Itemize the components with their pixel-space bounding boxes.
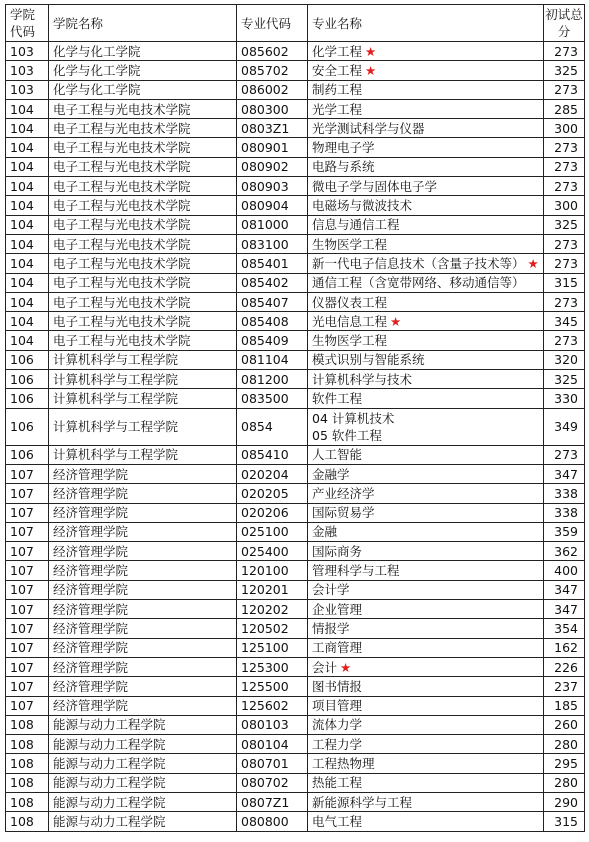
major-code-cell: 085407 (237, 292, 308, 311)
major-code-cell: 0854 (237, 408, 308, 445)
major-code-cell: 120201 (237, 580, 308, 599)
college-name-cell: 经济管理学院 (49, 503, 237, 522)
score-cell: 273 (544, 42, 585, 61)
college-code-cell: 107 (6, 464, 49, 483)
major-code-cell: 080104 (237, 735, 308, 754)
score-cell: 338 (544, 503, 585, 522)
college-code-cell: 107 (6, 696, 49, 715)
major-name-text: 化学工程 (312, 43, 363, 59)
major-code-cell: 0807Z1 (237, 792, 308, 811)
major-name-text: 流体力学 (312, 717, 363, 733)
college-name-cell: 电子工程与光电技术学院 (49, 119, 237, 138)
major-name-cell (308, 157, 544, 176)
college-code-cell: 104 (6, 99, 49, 118)
major-code-cell: 080701 (237, 754, 308, 773)
score-cell: 273 (544, 80, 585, 99)
college-name-cell: 能源与动力工程学院 (49, 812, 237, 831)
major-name-text: 生物医学工程 (312, 333, 388, 349)
score-cell: 338 (544, 484, 585, 503)
table-row (6, 273, 585, 292)
star-icon: ★ (365, 62, 377, 78)
header-major-code: 专业代码 (237, 5, 308, 42)
major-code-cell: 085408 (237, 312, 308, 331)
college-name-cell: 能源与动力工程学院 (49, 792, 237, 811)
major-name-cell (308, 715, 544, 734)
college-code-cell: 107 (6, 580, 49, 599)
college-code-cell: 104 (6, 177, 49, 196)
college-code-cell: 107 (6, 484, 49, 503)
score-cell: 345 (544, 312, 585, 331)
score-cell: 320 (544, 350, 585, 369)
major-code-cell: 120202 (237, 600, 308, 619)
college-name-cell: 计算机科学与工程学院 (49, 370, 237, 389)
major-name-cell (308, 445, 544, 464)
major-name-text: 金融学 (312, 466, 350, 482)
table-row (6, 157, 585, 176)
table-row (6, 638, 585, 657)
college-name-cell: 经济管理学院 (49, 619, 237, 638)
college-name-cell: 经济管理学院 (49, 600, 237, 619)
major-name-cell (308, 119, 544, 138)
college-name-cell: 电子工程与光电技术学院 (49, 254, 237, 273)
major-code-cell: 125300 (237, 657, 308, 676)
score-table (5, 4, 585, 832)
major-name-cell (308, 292, 544, 311)
major-name-text: 04 计算机技术 (312, 410, 395, 426)
major-name-text: 光电信息工程 (312, 313, 388, 329)
score-cell: 325 (544, 61, 585, 80)
major-name-text: 电路与系统 (312, 159, 375, 175)
score-cell: 273 (544, 157, 585, 176)
table-row (6, 389, 585, 408)
major-name-text: 会计 (312, 659, 338, 675)
score-cell: 237 (544, 677, 585, 696)
major-name-cell (308, 600, 544, 619)
major-name-cell (308, 677, 544, 696)
header-score: 初试总分 (544, 5, 585, 42)
college-code-cell: 104 (6, 234, 49, 253)
college-code-cell: 107 (6, 503, 49, 522)
score-cell: 359 (544, 522, 585, 541)
major-name-text: 国际商务 (312, 543, 363, 559)
major-code-cell: 080902 (237, 157, 308, 176)
table-row (6, 600, 585, 619)
score-cell: 290 (544, 792, 585, 811)
score-cell: 347 (544, 600, 585, 619)
major-name-cell (308, 234, 544, 253)
table-row (6, 42, 585, 61)
college-name-cell: 计算机科学与工程学院 (49, 408, 237, 445)
major-code-cell: 080901 (237, 138, 308, 157)
table-row (6, 773, 585, 792)
college-name-cell: 经济管理学院 (49, 484, 237, 503)
college-name-cell: 电子工程与光电技术学院 (49, 215, 237, 234)
college-code-cell: 104 (6, 196, 49, 215)
header-college-name: 学院名称 (49, 5, 237, 42)
table-row (6, 254, 585, 273)
major-name-text: 信息与通信工程 (312, 217, 400, 233)
college-code-cell: 108 (6, 735, 49, 754)
major-code-cell: 080800 (237, 812, 308, 831)
major-name-cell (308, 580, 544, 599)
score-cell: 280 (544, 773, 585, 792)
college-name-cell: 能源与动力工程学院 (49, 735, 237, 754)
table-row (6, 61, 585, 80)
college-code-cell: 106 (6, 350, 49, 369)
score-cell: 354 (544, 619, 585, 638)
table-row (6, 445, 585, 464)
score-cell: 285 (544, 99, 585, 118)
table-row (6, 812, 585, 831)
college-code-cell: 108 (6, 812, 49, 831)
college-name-cell: 能源与动力工程学院 (49, 715, 237, 734)
college-code-cell: 108 (6, 773, 49, 792)
major-code-cell: 020204 (237, 464, 308, 483)
college-name-cell: 经济管理学院 (49, 522, 237, 541)
major-name-cell (308, 370, 544, 389)
header-row (6, 5, 585, 42)
college-code-cell: 106 (6, 389, 49, 408)
table-row (6, 312, 585, 331)
college-code-cell: 107 (6, 542, 49, 561)
college-code-cell: 107 (6, 677, 49, 696)
table-row (6, 215, 585, 234)
college-code-cell: 107 (6, 600, 49, 619)
college-code-cell: 104 (6, 119, 49, 138)
college-code-cell: 107 (6, 522, 49, 541)
major-name-cell (308, 350, 544, 369)
score-cell: 226 (544, 657, 585, 676)
table-row (6, 80, 585, 99)
college-name-cell: 经济管理学院 (49, 696, 237, 715)
table-row (6, 580, 585, 599)
major-name-cell (308, 331, 544, 350)
college-code-cell: 104 (6, 215, 49, 234)
major-name-cell (308, 215, 544, 234)
score-cell: 273 (544, 177, 585, 196)
major-code-cell: 020206 (237, 503, 308, 522)
major-code-cell: 085702 (237, 61, 308, 80)
major-name-text: 制药工程 (312, 82, 363, 98)
major-name-cell (308, 812, 544, 831)
score-cell: 330 (544, 389, 585, 408)
major-name-text: 安全工程 (312, 62, 363, 78)
score-cell: 347 (544, 464, 585, 483)
table-row (6, 754, 585, 773)
college-code-cell: 108 (6, 792, 49, 811)
college-code-cell: 103 (6, 42, 49, 61)
major-code-cell: 120502 (237, 619, 308, 638)
major-name-cell (308, 273, 544, 292)
major-name-cell (308, 696, 544, 715)
college-code-cell: 104 (6, 138, 49, 157)
score-cell: 260 (544, 715, 585, 734)
major-name-cell (308, 503, 544, 522)
college-name-cell: 能源与动力工程学院 (49, 754, 237, 773)
table-row (6, 138, 585, 157)
college-name-cell: 经济管理学院 (49, 638, 237, 657)
college-name-cell: 电子工程与光电技术学院 (49, 177, 237, 196)
star-icon: ★ (365, 43, 377, 59)
major-name-cell (308, 99, 544, 118)
table-row (6, 464, 585, 483)
college-name-cell: 电子工程与光电技术学院 (49, 196, 237, 215)
major-code-cell: 085402 (237, 273, 308, 292)
major-name-cell (308, 561, 544, 580)
major-code-cell: 080300 (237, 99, 308, 118)
college-name-cell: 经济管理学院 (49, 657, 237, 676)
major-name-cell (308, 389, 544, 408)
major-code-cell: 085602 (237, 42, 308, 61)
college-code-cell: 108 (6, 715, 49, 734)
major-name-text: 国际贸易学 (312, 505, 375, 521)
major-name-cell (308, 312, 544, 331)
major-name-cell (308, 754, 544, 773)
table-row (6, 677, 585, 696)
college-code-cell: 103 (6, 61, 49, 80)
score-cell: 295 (544, 754, 585, 773)
major-name-text: 仪器仪表工程 (312, 294, 388, 310)
major-name-text-line2: 05 软件工程 (312, 427, 382, 443)
table-row (6, 735, 585, 754)
table-row (6, 350, 585, 369)
college-name-cell: 经济管理学院 (49, 464, 237, 483)
major-name-text: 电气工程 (312, 813, 363, 829)
college-code-cell: 106 (6, 445, 49, 464)
score-cell: 280 (544, 735, 585, 754)
major-code-cell: 081104 (237, 350, 308, 369)
major-name-text: 工程力学 (312, 736, 363, 752)
table-row (6, 696, 585, 715)
major-name-text: 微电子学与固体电子学 (312, 178, 438, 194)
table-row (6, 503, 585, 522)
major-code-cell: 125602 (237, 696, 308, 715)
score-cell: 273 (544, 292, 585, 311)
college-name-cell: 计算机科学与工程学院 (49, 350, 237, 369)
score-cell: 185 (544, 696, 585, 715)
major-name-cell (308, 196, 544, 215)
table-row (6, 619, 585, 638)
score-cell: 349 (544, 408, 585, 445)
score-cell: 325 (544, 370, 585, 389)
major-code-cell: 081000 (237, 215, 308, 234)
table-row (6, 408, 585, 445)
score-cell: 273 (544, 445, 585, 464)
table-row (6, 119, 585, 138)
major-code-cell: 083100 (237, 234, 308, 253)
major-code-cell: 086002 (237, 80, 308, 99)
major-name-cell (308, 542, 544, 561)
major-name-text: 软件工程 (312, 390, 363, 406)
score-cell: 273 (544, 234, 585, 253)
college-name-cell: 电子工程与光电技术学院 (49, 312, 237, 331)
major-name-cell (308, 61, 544, 80)
major-name-text: 新一代电子信息技术（含量子技术等） (312, 255, 525, 271)
major-name-text: 新能源科学与工程 (312, 794, 413, 810)
star-icon: ★ (390, 313, 402, 329)
score-cell: 273 (544, 254, 585, 273)
score-cell: 325 (544, 215, 585, 234)
college-name-cell: 化学与化工学院 (49, 80, 237, 99)
college-name-cell: 电子工程与光电技术学院 (49, 138, 237, 157)
table-row (6, 196, 585, 215)
major-name-text: 电磁场与微波技术 (312, 198, 413, 214)
major-code-cell: 085401 (237, 254, 308, 273)
major-name-text: 生物医学工程 (312, 236, 388, 252)
table-row (6, 484, 585, 503)
college-code-cell: 107 (6, 561, 49, 580)
table-row (6, 542, 585, 561)
college-code-cell: 104 (6, 292, 49, 311)
college-name-cell: 电子工程与光电技术学院 (49, 234, 237, 253)
major-name-text: 通信工程（含宽带网络、移动通信等） (312, 275, 525, 291)
college-name-cell: 电子工程与光电技术学院 (49, 273, 237, 292)
major-name-cell (308, 254, 544, 273)
major-name-cell (308, 80, 544, 99)
major-name-text: 计算机科学与技术 (312, 371, 413, 387)
college-name-cell: 经济管理学院 (49, 561, 237, 580)
major-code-cell: 080702 (237, 773, 308, 792)
table-row (6, 177, 585, 196)
major-code-cell: 081200 (237, 370, 308, 389)
major-code-cell: 120100 (237, 561, 308, 580)
major-name-cell (308, 42, 544, 61)
major-name-cell (308, 138, 544, 157)
college-name-cell: 经济管理学院 (49, 677, 237, 696)
major-name-cell (308, 619, 544, 638)
college-code-cell: 104 (6, 157, 49, 176)
college-code-cell: 104 (6, 312, 49, 331)
major-name-cell (308, 638, 544, 657)
college-code-cell: 108 (6, 754, 49, 773)
major-code-cell: 020205 (237, 484, 308, 503)
table-body (6, 42, 585, 832)
major-name-cell (308, 464, 544, 483)
table-row (6, 561, 585, 580)
major-code-cell: 080904 (237, 196, 308, 215)
major-code-cell: 125100 (237, 638, 308, 657)
major-name-text: 项目管理 (312, 698, 363, 714)
major-name-cell (308, 177, 544, 196)
major-name-text: 工商管理 (312, 640, 363, 656)
college-code-cell: 104 (6, 273, 49, 292)
table-row (6, 370, 585, 389)
major-name-text: 光学工程 (312, 101, 363, 117)
table-row (6, 99, 585, 118)
major-code-cell: 080103 (237, 715, 308, 734)
major-name-text: 光学测试科学与仪器 (312, 120, 425, 136)
major-name-text: 图书情报 (312, 678, 363, 694)
college-code-cell: 104 (6, 254, 49, 273)
major-name-text: 会计学 (312, 582, 350, 598)
college-name-cell: 计算机科学与工程学院 (49, 445, 237, 464)
score-cell: 315 (544, 273, 585, 292)
table-row (6, 331, 585, 350)
score-cell: 362 (544, 542, 585, 561)
major-name-text: 人工智能 (312, 447, 363, 463)
college-name-cell: 电子工程与光电技术学院 (49, 157, 237, 176)
score-cell: 273 (544, 138, 585, 157)
table-row (6, 715, 585, 734)
major-code-cell: 025400 (237, 542, 308, 561)
college-name-cell: 经济管理学院 (49, 580, 237, 599)
college-name-cell: 能源与动力工程学院 (49, 773, 237, 792)
major-name-cell (308, 484, 544, 503)
major-code-cell: 125500 (237, 677, 308, 696)
major-name-cell (308, 792, 544, 811)
score-cell: 162 (544, 638, 585, 657)
table-row (6, 657, 585, 676)
table-row (6, 234, 585, 253)
major-name-cell (308, 408, 544, 445)
college-name-cell: 电子工程与光电技术学院 (49, 331, 237, 350)
college-name-cell: 化学与化工学院 (49, 61, 237, 80)
college-code-cell: 104 (6, 331, 49, 350)
major-name-text: 工程热物理 (312, 756, 375, 772)
major-name-cell (308, 522, 544, 541)
major-code-cell: 085409 (237, 331, 308, 350)
major-name-text: 模式识别与智能系统 (312, 352, 425, 368)
college-name-cell: 经济管理学院 (49, 542, 237, 561)
major-name-text: 金融 (312, 524, 338, 540)
major-name-text: 产业经济学 (312, 485, 375, 501)
major-name-text: 情报学 (312, 620, 350, 636)
star-icon: ★ (340, 659, 352, 675)
college-code-cell: 107 (6, 638, 49, 657)
table-row (6, 792, 585, 811)
major-name-text: 企业管理 (312, 601, 363, 617)
table-row (6, 292, 585, 311)
major-code-cell: 025100 (237, 522, 308, 541)
major-name-cell (308, 735, 544, 754)
major-name-text: 物理电子学 (312, 140, 375, 156)
score-cell: 315 (544, 812, 585, 831)
college-name-cell: 电子工程与光电技术学院 (49, 292, 237, 311)
college-name-cell: 化学与化工学院 (49, 42, 237, 61)
major-name-text: 热能工程 (312, 775, 363, 791)
score-cell: 400 (544, 561, 585, 580)
score-cell: 300 (544, 119, 585, 138)
college-name-cell: 电子工程与光电技术学院 (49, 99, 237, 118)
major-code-cell: 085410 (237, 445, 308, 464)
header-college-code: 学院代码 (6, 5, 49, 42)
table-row (6, 522, 585, 541)
score-cell: 347 (544, 580, 585, 599)
major-name-cell (308, 657, 544, 676)
score-cell: 273 (544, 331, 585, 350)
college-name-cell: 计算机科学与工程学院 (49, 389, 237, 408)
college-code-cell: 106 (6, 408, 49, 445)
score-cell: 300 (544, 196, 585, 215)
college-code-cell: 103 (6, 80, 49, 99)
major-code-cell: 083500 (237, 389, 308, 408)
major-code-cell: 0803Z1 (237, 119, 308, 138)
major-code-cell: 080903 (237, 177, 308, 196)
star-icon: ★ (527, 255, 539, 271)
college-code-cell: 106 (6, 370, 49, 389)
college-code-cell: 107 (6, 619, 49, 638)
major-name-cell (308, 773, 544, 792)
major-name-text: 管理科学与工程 (312, 563, 400, 579)
college-code-cell: 107 (6, 657, 49, 676)
header-major-name: 专业名称 (308, 5, 544, 42)
